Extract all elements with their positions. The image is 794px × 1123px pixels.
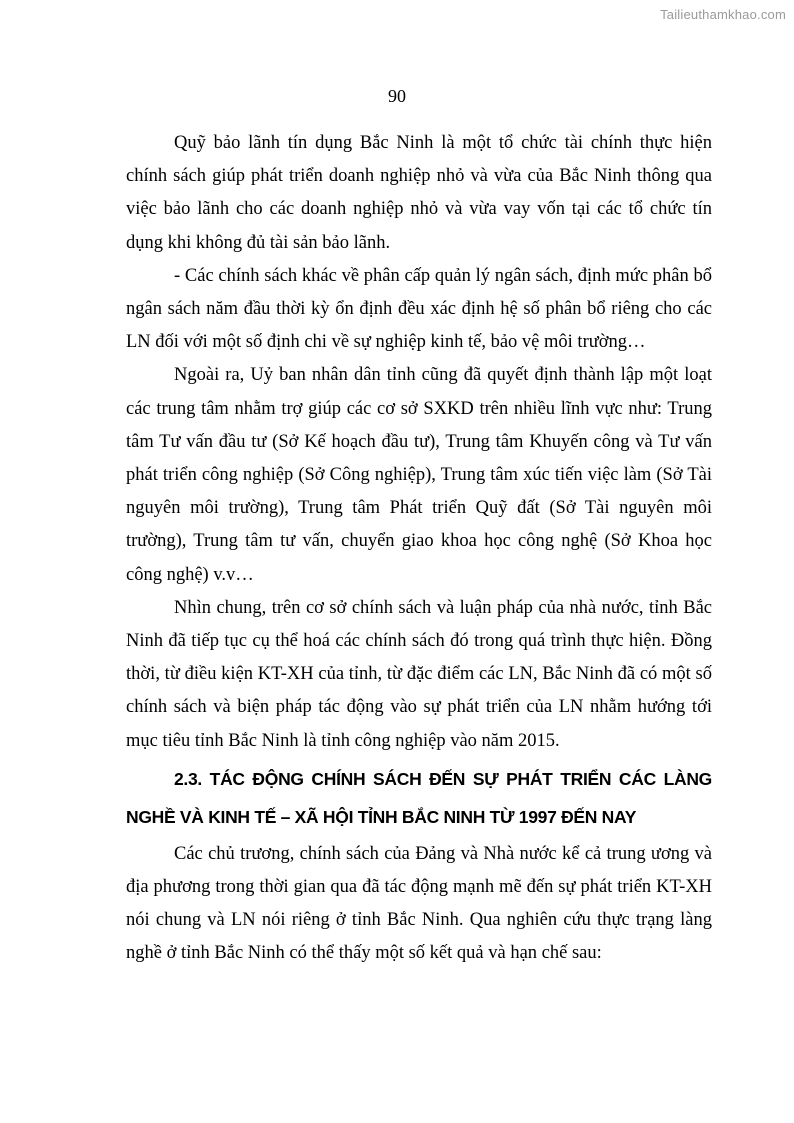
paragraph-section-intro: Các chủ trương, chính sách của Đảng và Nhà nước kể cả trung ương và địa phương trong thời gian qua đã tác động mạnh mẽ đến sự phát triển KT-XH nói chung và LN nói riêng ở tỉnh Bắc Ninh. Qua nghiên cứu thực trạng làng nghề ở tỉnh Bắc Ninh có thể thấy một số kết quả và hạn chế sau: [126,843,712,964]
paragraph-overall-summary: Nhìn chung, trên cơ sở chính sách và luận pháp của nhà nước, tỉnh Bắc Ninh đã tiếp tục cụ thể hoá các chính sách đó trong quá trình thực hiện. Đồng thời, từ điều kiện KT-XH của tỉnh, từ đặc điểm các LN, Bắc Ninh đã có một số chính sách và biện pháp tác động vào sự phát triển của LN nhằm hướng tới mục tiêu tỉnh Bắc Ninh là tỉnh công nghiệp vào năm 2015. [126,597,712,751]
section-heading: 2.3. TÁC ĐỘNG CHÍNH SÁCH ĐẾN SỰ PHÁT TRIỂN CÁC LÀNG NGHỀ VÀ KINH TẾ – XÃ HỘI TỈNH BẮC NINH TỪ 1997 ĐẾN NAY [126,768,712,827]
document-body [126,127,712,971]
watermark-text: Tailieuthamkhao.com [660,7,786,22]
paragraph-credit-guarantee-fund: Quỹ bảo lãnh tín dụng Bắc Ninh là một tổ chức tài chính thực hiện chính sách giúp phát triển doanh nghiệp nhỏ và vừa của Bắc Ninh thông qua việc bảo lãnh cho các doanh nghiệp nhỏ và vừa vay vốn tại các tổ chức tín dụng khi không đủ tài sản bảo lãnh. [126,133,712,253]
page-number: 90 [388,86,406,106]
paragraph-support-centers: Ngoài ra, Uỷ ban nhân dân tỉnh cũng đã quyết định thành lập một loạt các trung tâm nhằm trợ giúp các cơ sở SXKD trên nhiều lĩnh vực như: Trung tâm Tư vấn đầu tư (Sở Kế hoạch đầu tư), Trung tâm Khuyến công và Tư vấn phát triển công nghiệp (Sở Công nghiệp), Trung tâm xúc tiến việc làm (Sở Tài nguyên môi trường), Trung tâm Phát triển Quỹ đất (Sở Tài nguyên môi trường), Trung tâm tư vấn, chuyển giao khoa học công nghệ (Sở Khoa học công nghệ) v.v… [126,365,712,585]
paragraph-budget-policies: - Các chính sách khác về phân cấp quản lý ngân sách, định mức phân bổ ngân sách năm đầu thời kỳ ổn định đều xác định hệ số phân bổ riêng cho các LN đối với một số định chi về sự nghiệp kinh tế, bảo vệ môi trường… [126,265,712,353]
